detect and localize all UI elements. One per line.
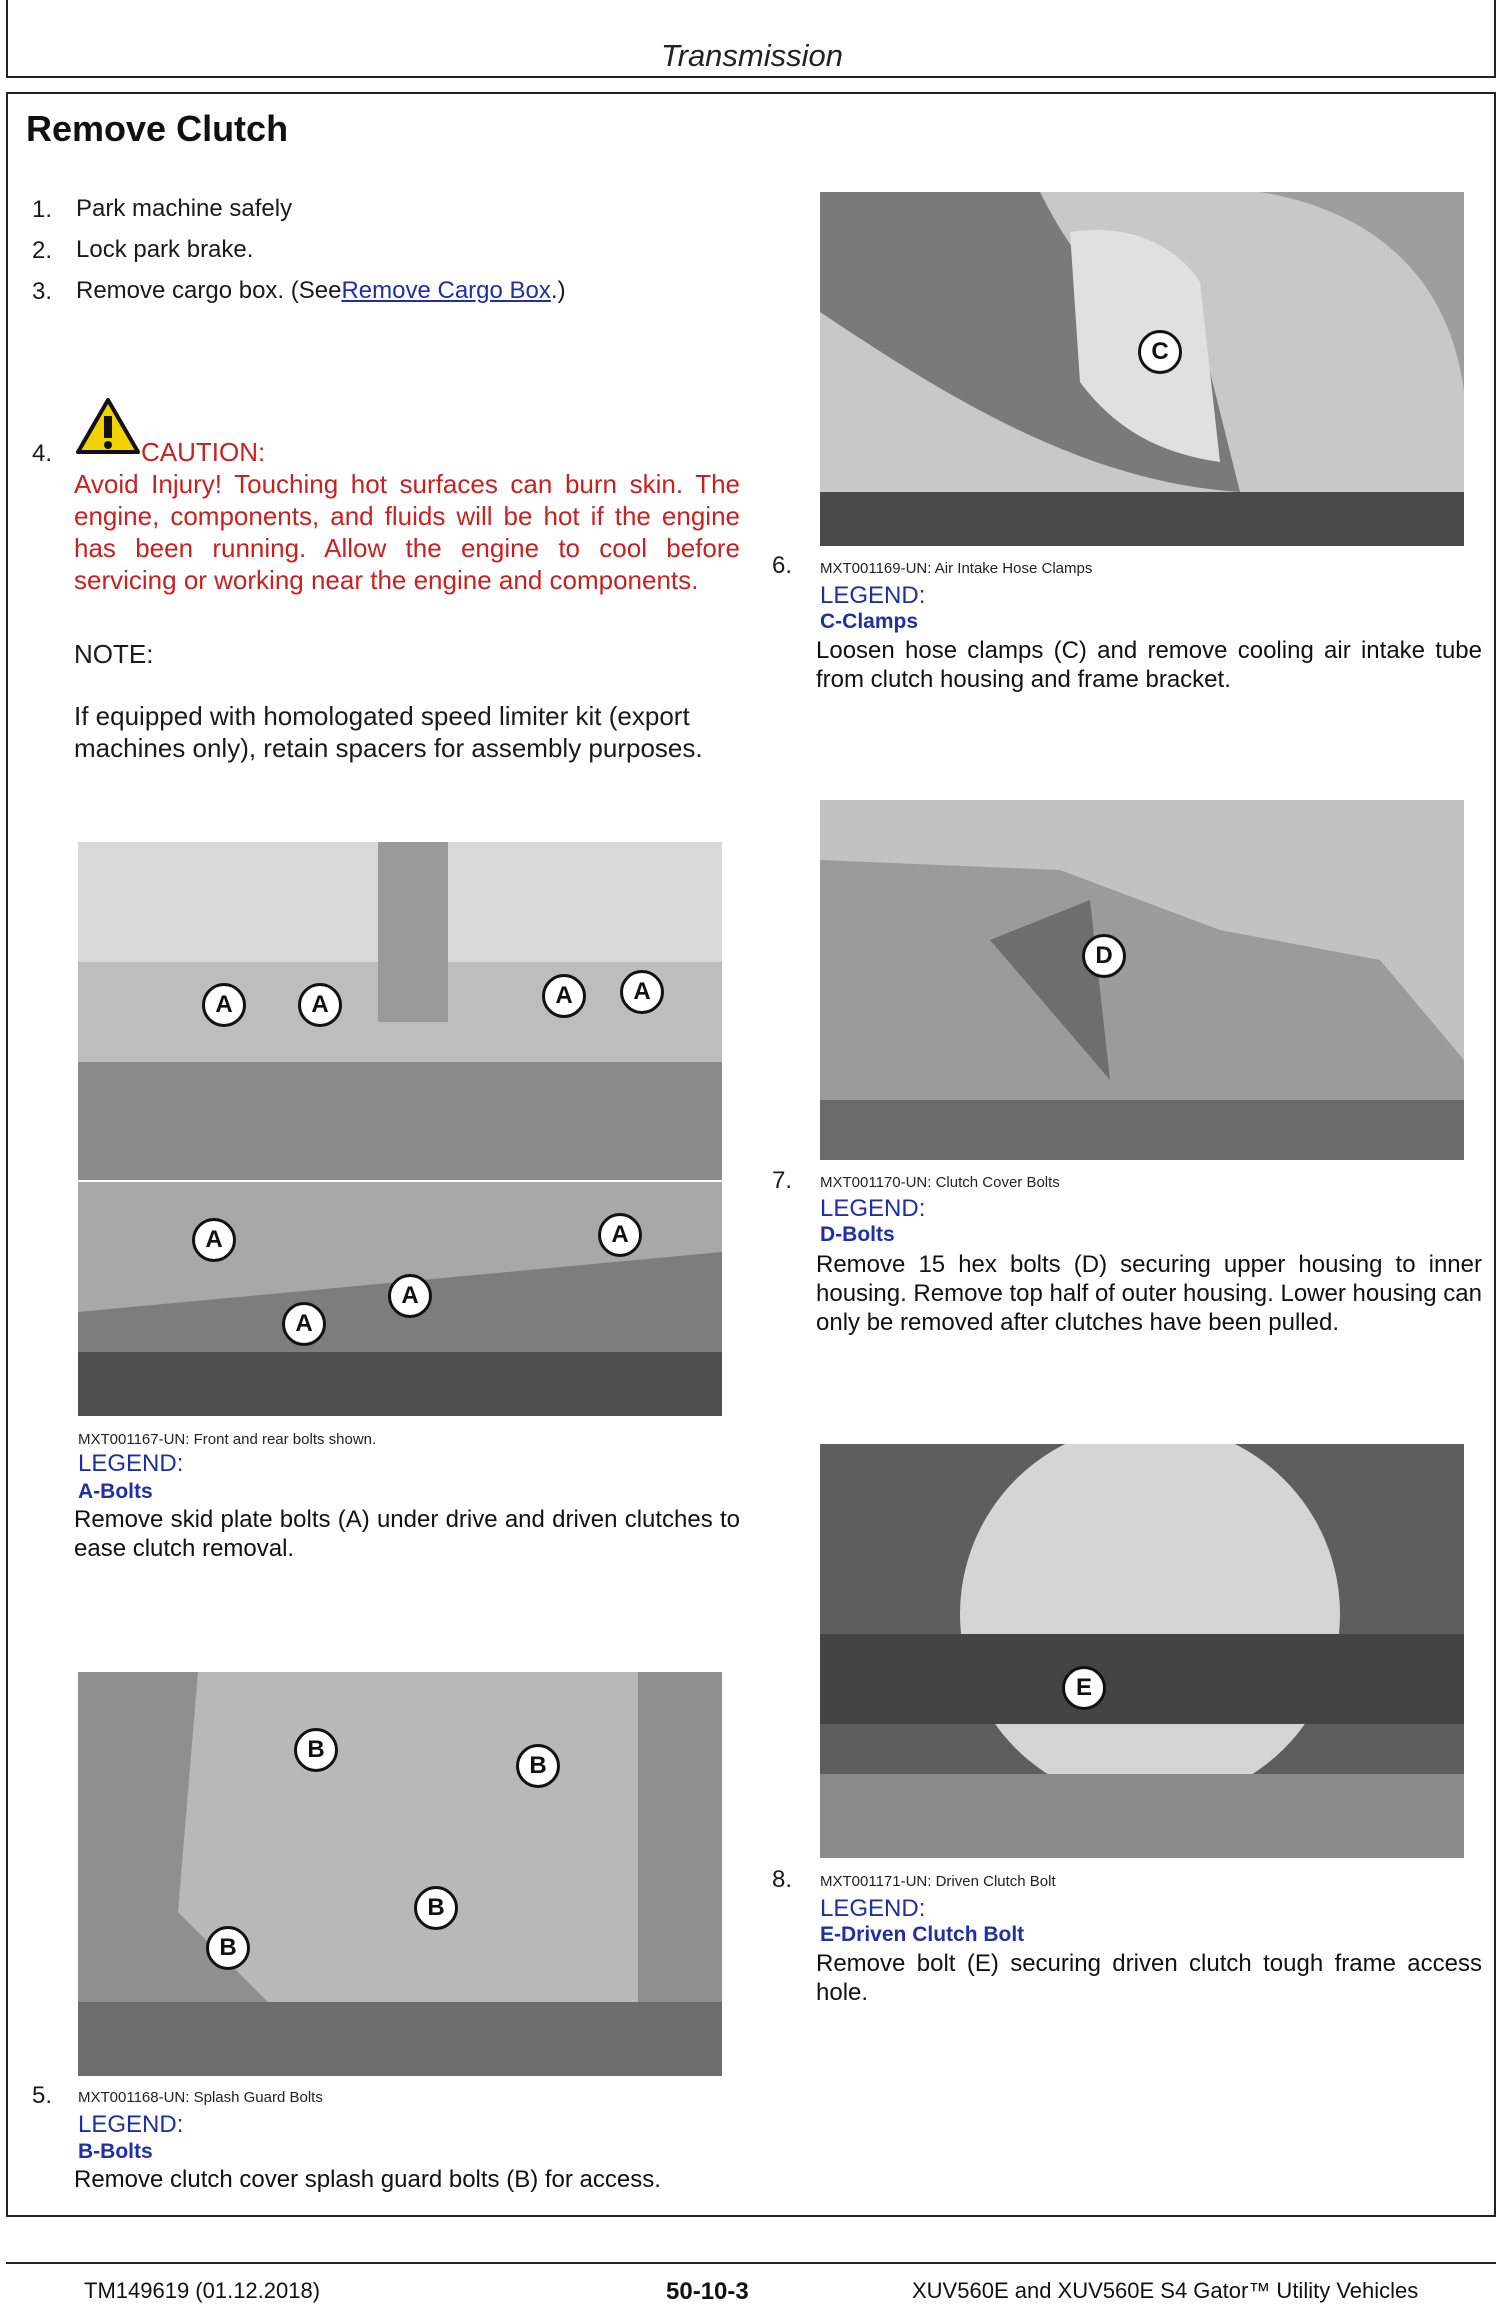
callout-a: A — [298, 983, 342, 1027]
step-text: Park machine safely — [76, 195, 293, 222]
legend-label: LEGEND: — [820, 1195, 926, 1222]
legend-label: LEGEND: — [78, 2111, 184, 2138]
product-name: XUV560E and XUV560E S4 Gator™ Utility Vehicles — [912, 2278, 1419, 2303]
step-number: 5. — [32, 2082, 53, 2109]
step-text-post: .) — [550, 277, 566, 304]
step-text-pre: Remove cargo box. (See — [76, 277, 342, 304]
step-description: Remove skid plate bolts (A) under drive and driven clutches to ease clutch removal. — [74, 1506, 740, 1562]
skid-plate-front-photo — [78, 842, 722, 1180]
callout-a: A — [282, 1302, 326, 1346]
step-number: 4. — [32, 440, 53, 467]
driven-clutch-photo — [820, 1444, 1464, 1858]
figure-caption: MXT001171-UN: Driven Clutch Bolt — [820, 1873, 1056, 1890]
figure-caption: MXT001168-UN: Splash Guard Bolts — [78, 2089, 323, 2106]
callout-a: A — [202, 983, 246, 1027]
legend-label: LEGEND: — [820, 582, 926, 609]
footer-divider — [6, 2262, 1496, 2264]
callout-b: B — [206, 1926, 250, 1970]
caution-label: CAUTION: — [141, 437, 266, 467]
section-title: Transmission — [660, 38, 844, 73]
legend-label: LEGEND: — [78, 1450, 184, 1477]
warning-triangle-icon — [74, 396, 142, 456]
step-number: 3. — [32, 278, 53, 305]
step-description: Remove clutch cover splash guard bolts (B) for access. — [74, 2166, 661, 2193]
callout-c: C — [1138, 330, 1182, 374]
page-title: Remove Clutch — [26, 108, 289, 149]
step-text: Lock park brake. — [76, 236, 254, 263]
page-number: 50-10-3 — [666, 2278, 749, 2305]
step-number: 8. — [772, 1866, 793, 1893]
callout-a: A — [388, 1274, 432, 1318]
callout-e: E — [1062, 1666, 1106, 1710]
callout-a: A — [620, 970, 664, 1014]
figure-caption: MXT001167-UN: Front and rear bolts shown. — [78, 1431, 377, 1448]
note-label: NOTE: — [74, 639, 154, 669]
step-number: 1. — [32, 196, 53, 223]
document-id: TM149619 (01.12.2018) — [84, 2278, 321, 2303]
callout-a: A — [598, 1213, 642, 1257]
callout-b: B — [516, 1744, 560, 1788]
legend-item: B-Bolts — [78, 2140, 153, 2163]
legend-item: A-Bolts — [78, 1480, 153, 1503]
clutch-cover-photo — [820, 800, 1464, 1160]
legend-item: D-Bolts — [820, 1223, 895, 1246]
step-text — [76, 276, 566, 306]
figure-caption: MXT001170-UN: Clutch Cover Bolts — [820, 1174, 1060, 1191]
callout-a: A — [542, 974, 586, 1018]
step-description: Remove bolt (E) securing driven clutch tough frame access hole. — [816, 1950, 1482, 2006]
air-intake-photo — [820, 192, 1464, 546]
legend-item: E-Driven Clutch Bolt — [820, 1923, 1025, 1946]
note-text: If equipped with homologated speed limiter kit (export machines only), retain spacers for assembly purposes. — [74, 701, 703, 763]
caution-text: Avoid Injury! Touching hot surfaces can burn skin. The engine, components, and fluids will be hot if the engine has been running. Allow the engine to cool before servicing or working near the engine and components. — [74, 469, 740, 595]
callout-b: B — [414, 1886, 458, 1930]
step-number: 7. — [772, 1167, 793, 1194]
callout-b: B — [294, 1728, 338, 1772]
splash-guard-photo — [78, 1672, 722, 2076]
step-description: Remove 15 hex bolts (D) securing upper housing to inner housing. Remove top half of outer housing. Lower housing can only be removed after clutches have been pulled. — [816, 1251, 1482, 1336]
legend-item: C-Clamps — [820, 610, 919, 633]
callout-a: A — [192, 1218, 236, 1262]
legend-label: LEGEND: — [820, 1895, 926, 1922]
step-number: 6. — [772, 552, 793, 579]
figure-caption: MXT001169-UN: Air Intake Hose Clamps — [820, 560, 1093, 577]
step-description: Loosen hose clamps (C) and remove cooling air intake tube from clutch housing and frame bracket. — [816, 637, 1482, 693]
callout-d: D — [1082, 934, 1126, 978]
step-number: 2. — [32, 237, 53, 264]
remove-cargo-box-link[interactable]: Remove Cargo Box — [341, 277, 551, 304]
